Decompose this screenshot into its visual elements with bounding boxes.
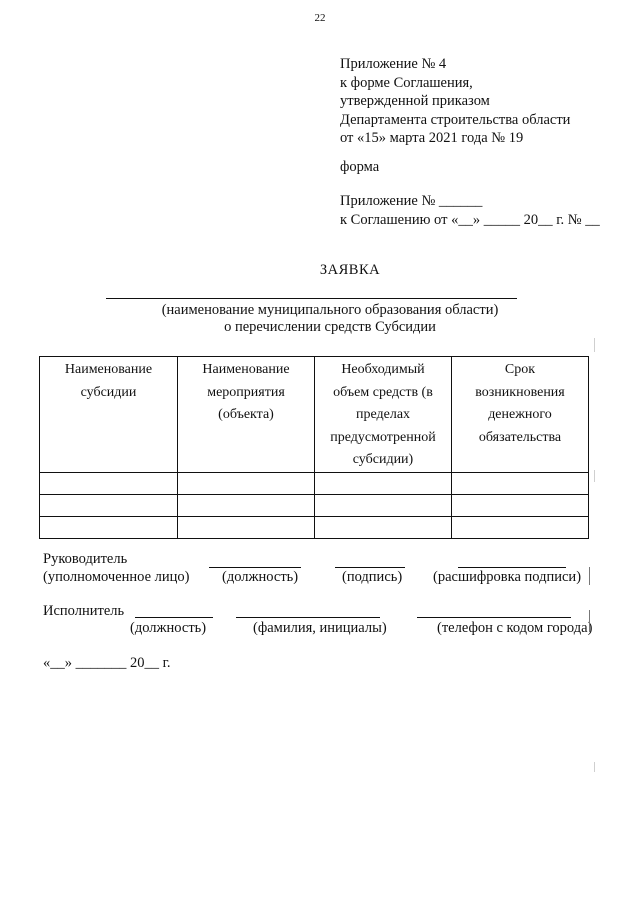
table-cell[interactable] xyxy=(40,516,178,538)
table-cell[interactable] xyxy=(178,516,315,538)
table-cell[interactable] xyxy=(452,494,589,516)
margin-bar xyxy=(589,567,590,585)
executor-label: Исполнитель xyxy=(43,603,125,619)
appendix-line: утвержденной приказом xyxy=(340,93,490,109)
executor-position-line[interactable] xyxy=(135,617,213,618)
head-signature-line[interactable] xyxy=(335,567,405,568)
table-cell[interactable] xyxy=(452,516,589,538)
page-number: 22 xyxy=(314,12,326,24)
margin-mark xyxy=(594,338,595,352)
head-label-sub: (уполномоченное лицо) xyxy=(43,569,190,585)
appendix-line: Департамента строительства области xyxy=(340,111,571,128)
table-cell[interactable] xyxy=(315,516,452,538)
margin-mark xyxy=(594,470,595,482)
table-cell[interactable] xyxy=(40,472,178,494)
executor-position-caption: (должность) xyxy=(130,620,207,636)
request-table xyxy=(39,356,589,539)
appendix-block xyxy=(340,55,570,148)
appendix-line: Приложение № 4 xyxy=(340,56,447,72)
date-line: «__» _______ 20__ г. xyxy=(43,655,171,671)
municipality-caption: (наименование муниципального образования области) xyxy=(161,302,499,318)
executor-phone-line[interactable] xyxy=(417,617,571,618)
executor-name-caption: (фамилия, инициалы) xyxy=(253,620,387,636)
table-row xyxy=(40,472,589,494)
head-decoding-line[interactable] xyxy=(458,567,566,568)
municipality-fill-line xyxy=(106,298,517,299)
appendix-line: от «15» марта 2021 года № 19 xyxy=(340,130,524,146)
executor-name-line[interactable] xyxy=(236,617,380,618)
agreement-block xyxy=(340,192,600,229)
head-position-line[interactable] xyxy=(209,567,301,568)
table-cell[interactable] xyxy=(315,494,452,516)
table-row xyxy=(40,494,589,516)
margin-mark xyxy=(594,762,595,772)
header-activity-name: Наименование мероприятия (объекта) xyxy=(178,357,315,473)
head-position-caption: (должность) xyxy=(222,569,299,585)
table-cell[interactable] xyxy=(315,472,452,494)
agreement-line: к Соглашению от «__» _____ 20__ г. № __ xyxy=(340,211,600,228)
header-obligation-term: Срок возникновения денежного обязательства xyxy=(452,357,589,473)
table-cell[interactable] xyxy=(40,494,178,516)
table-cell[interactable] xyxy=(178,472,315,494)
document-title: ЗАЯВКА xyxy=(319,262,381,278)
form-label: форма xyxy=(340,159,380,175)
header-required-funds: Необходимый объем средств (в пределах предусмотренной субсидии) xyxy=(315,357,452,473)
agreement-line: Приложение № ______ xyxy=(340,193,483,209)
table-header-row xyxy=(40,357,589,473)
head-decoding-caption: (расшифровка подписи) xyxy=(433,569,582,585)
executor-phone-caption: (телефон с кодом города) xyxy=(437,620,593,636)
header-subsidy-name: Наименование субсидии xyxy=(40,357,178,473)
table-cell[interactable] xyxy=(178,494,315,516)
table-cell[interactable] xyxy=(452,472,589,494)
head-signature-caption: (подпись) xyxy=(342,569,403,585)
transfer-caption: о перечислении средств Субсидии xyxy=(224,319,436,335)
head-label: Руководитель xyxy=(43,551,128,567)
appendix-line: к форме Соглашения, xyxy=(340,74,473,91)
table-row xyxy=(40,516,589,538)
margin-bar xyxy=(589,610,590,632)
